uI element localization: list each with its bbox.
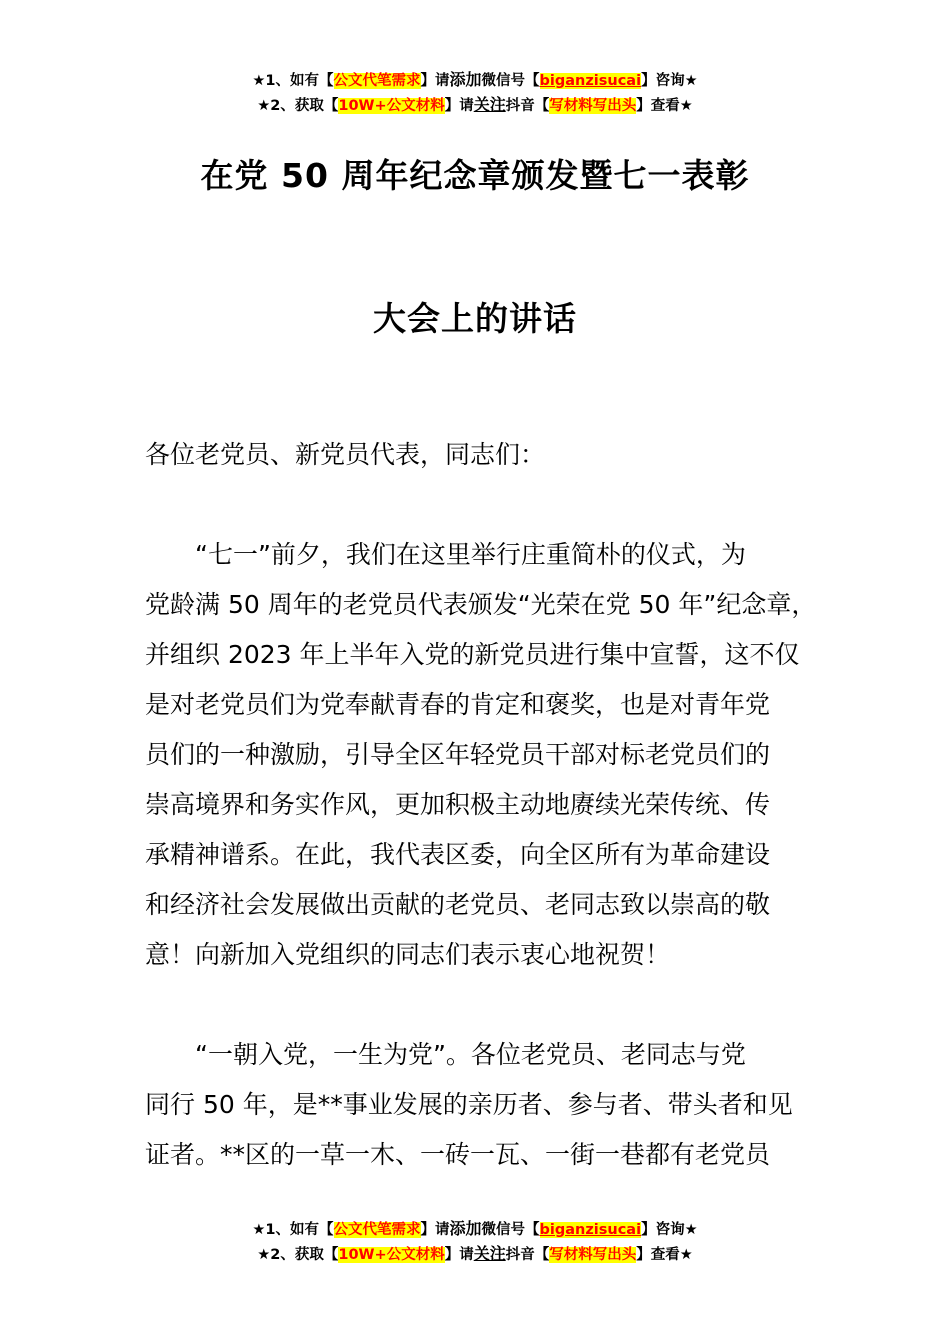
douyin-account: 写材料写出头 (549, 98, 637, 114)
highlight-materials: 10W+公文材料 (338, 98, 445, 114)
paragraph-line: 同行 50 年，是**事业发展的亲历者、参与者、带头者和见 (145, 1090, 793, 1119)
paragraph-line: “一朝入党，一生为党”。各位老党员、老同志与党 (145, 1040, 746, 1069)
document-title-line-1: 在党 50 周年纪念章颁发暨七一表彰 (200, 156, 750, 195)
promo-banner-bottom (0, 1217, 950, 1267)
wechat-id: biganzisucai (539, 1222, 642, 1238)
paragraph-line: 党龄满 50 周年的老党员代表颁发“光荣在党 50 年”纪念章， (145, 590, 817, 619)
paragraph-line: 崇高境界和务实作风，更加积极主动地赓续光荣传统、传 (145, 790, 771, 819)
paragraph-line: 是对老党员们为党奉献青春的肯定和褒奖，也是对青年党 (145, 690, 771, 719)
wechat-id: biganzisucai (539, 73, 642, 89)
highlight-service: 公文代笔需求 (333, 73, 421, 89)
paragraph-line: “七一”前夕，我们在这里举行庄重简朴的仪式，为 (145, 540, 746, 569)
highlight-materials: 10W+公文材料 (338, 1247, 445, 1263)
paragraph-line: 承精神谱系。在此，我代表区委，向全区所有为革命建设 (145, 840, 771, 869)
paragraph-line: 和经济社会发展做出贡献的老党员、老同志致以崇高的敬 (145, 890, 771, 919)
promo-line-2: ★2、获取【10W+公文材料】请关注抖音【写材料写出头】查看★ (257, 95, 693, 114)
highlight-service: 公文代笔需求 (333, 1222, 421, 1238)
promo-line-2: ★2、获取【10W+公文材料】请关注抖音【写材料写出头】查看★ (257, 1244, 693, 1263)
document-title-line-2: 大会上的讲话 (373, 299, 577, 338)
promo-line-1: ★1、如有【公文代笔需求】请添加微信号【biganzisucai】咨询★ (252, 1219, 698, 1238)
douyin-account: 写材料写出头 (549, 1247, 637, 1263)
paragraph-line: 并组织 2023 年上半年入党的新党员进行集中宣誓，这不仅 (145, 640, 800, 669)
paragraph-line: 证者。**区的一草一木、一砖一瓦、一街一巷都有老党员 (145, 1140, 771, 1169)
promo-line-1: ★1、如有【公文代笔需求】请添加微信号【biganzisucai】咨询★ (252, 70, 698, 89)
promo-banner-top (0, 68, 950, 118)
salutation: 各位老党员、新党员代表，同志们： (145, 440, 546, 469)
paragraph-line: 员们的一种激励，引导全区年轻党员干部对标老党员们的 (145, 740, 771, 769)
paragraph-2 (145, 1030, 835, 1180)
paragraph-line: 意！向新加入党组织的同志们表示衷心地祝贺！ (145, 940, 671, 969)
paragraph-1 (145, 530, 835, 980)
